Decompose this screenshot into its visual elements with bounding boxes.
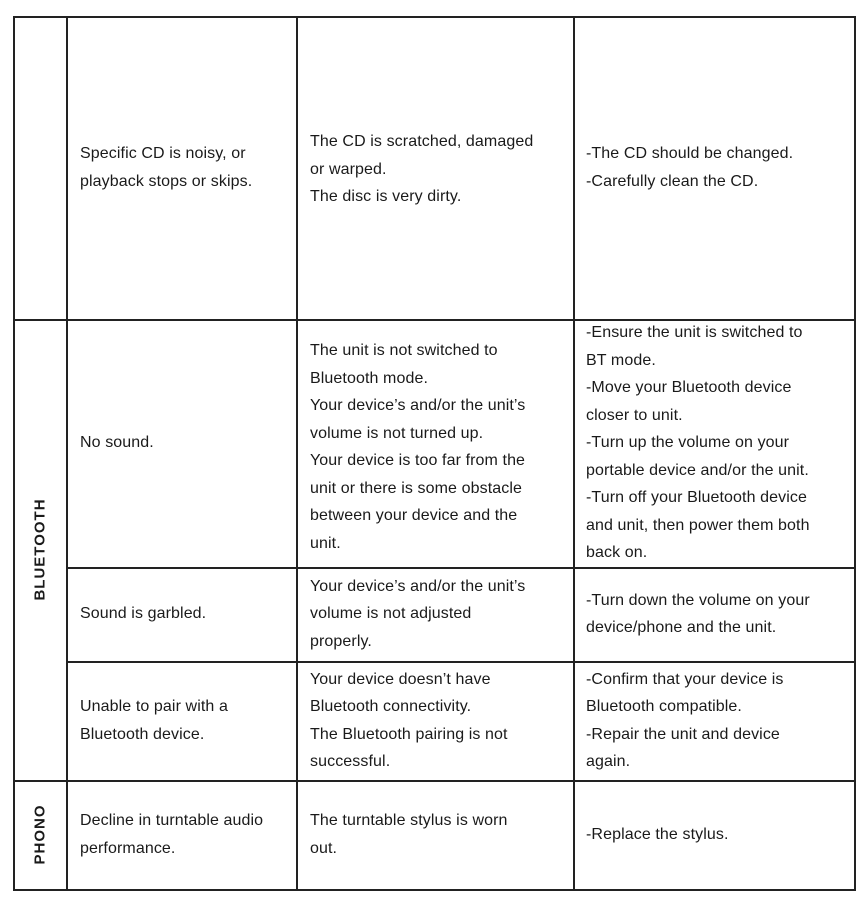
table-border-bottom xyxy=(13,889,856,891)
problem-text: Specific CD is noisy, or xyxy=(80,145,246,162)
cause-cell xyxy=(310,319,572,567)
solution-text: closer to unit. xyxy=(586,406,683,424)
cause-cell xyxy=(310,780,572,889)
cause-text: Your device doesn’t have xyxy=(310,670,491,688)
cause-text: unit or there is some obstacle xyxy=(310,479,522,497)
solution-text: -Replace the stylus. xyxy=(586,825,729,843)
solution-text: -Move your Bluetooth device xyxy=(586,379,792,397)
solution-text: back on. xyxy=(586,544,648,562)
cause-text: Bluetooth connectivity. xyxy=(310,698,472,715)
solution-text: -Ensure the unit is switched to xyxy=(586,324,803,342)
solution-text: -The CD should be changed. xyxy=(586,145,794,162)
section-label-phono: PHONO xyxy=(31,804,49,865)
cause-text: volume is not turned up. xyxy=(310,424,484,442)
cause-cell xyxy=(310,661,572,780)
solution-text: and unit, then power them both xyxy=(586,516,810,534)
solution-text: -Repair the unit and device xyxy=(586,725,780,743)
cause-text: between your device and the xyxy=(310,507,518,524)
cause-text: The unit is not switched to xyxy=(310,342,498,359)
column-divider xyxy=(296,16,298,891)
solution-text: Bluetooth compatible. xyxy=(586,698,742,715)
solution-text: -Turn off your Bluetooth device xyxy=(586,489,807,507)
cause-text: unit. xyxy=(310,534,341,552)
solution-cell xyxy=(586,661,852,780)
troubleshooting-table xyxy=(13,16,856,891)
solution-text: device/phone and the unit. xyxy=(586,619,777,636)
solution-text: -Carefully clean the CD. xyxy=(586,172,759,190)
problem-cell xyxy=(80,661,294,780)
cause-text: Bluetooth mode. xyxy=(310,369,429,387)
solution-cell xyxy=(586,567,852,661)
problem-text: Decline in turntable audio xyxy=(80,812,264,829)
solution-text: BT mode. xyxy=(586,351,656,369)
solution-cell xyxy=(586,780,852,889)
problem-cell xyxy=(80,319,294,567)
solution-text: -Turn up the volume on your xyxy=(586,434,790,452)
cause-text: successful. xyxy=(310,753,391,770)
problem-text: Unable to pair with a xyxy=(80,698,228,715)
cause-cell xyxy=(310,567,572,661)
cause-text: The turntable stylus is worn xyxy=(310,812,508,829)
column-divider xyxy=(573,16,575,891)
cause-text: or warped. xyxy=(310,160,387,178)
problem-text: No sound. xyxy=(80,434,154,452)
cause-cell xyxy=(310,16,572,319)
solution-text: -Confirm that your device is xyxy=(586,670,784,688)
cause-text: out. xyxy=(310,839,338,857)
cause-text: properly. xyxy=(310,632,372,650)
cause-text: The disc is very dirty. xyxy=(310,188,462,205)
problem-cell xyxy=(80,16,294,319)
section-label-cell xyxy=(13,780,67,889)
problem-text: Sound is garbled. xyxy=(80,605,207,623)
section-label-bluetooth: BLUETOOTH xyxy=(31,498,49,601)
cause-text: volume is not adjusted xyxy=(310,605,472,623)
cause-text: Your device is too far from the xyxy=(310,452,526,469)
problem-cell xyxy=(80,780,294,889)
problem-cell xyxy=(80,567,294,661)
section-label-cell xyxy=(13,319,67,780)
cause-text: Your device’s and/or the unit’s xyxy=(310,397,526,414)
problem-text: Bluetooth device. xyxy=(80,725,205,743)
table-border-right xyxy=(854,16,856,891)
cause-text: Your device’s and/or the unit’s xyxy=(310,577,526,595)
cause-text: The Bluetooth pairing is not xyxy=(310,725,508,743)
problem-text: performance. xyxy=(80,839,176,857)
solution-text: again. xyxy=(586,753,631,770)
problem-text: playback stops or skips. xyxy=(80,172,253,190)
solution-text: -Turn down the volume on your xyxy=(586,591,810,609)
cause-text: The CD is scratched, damaged xyxy=(310,133,534,150)
solution-cell xyxy=(586,319,852,567)
solution-cell xyxy=(586,16,852,319)
solution-text: portable device and/or the unit. xyxy=(586,461,809,479)
